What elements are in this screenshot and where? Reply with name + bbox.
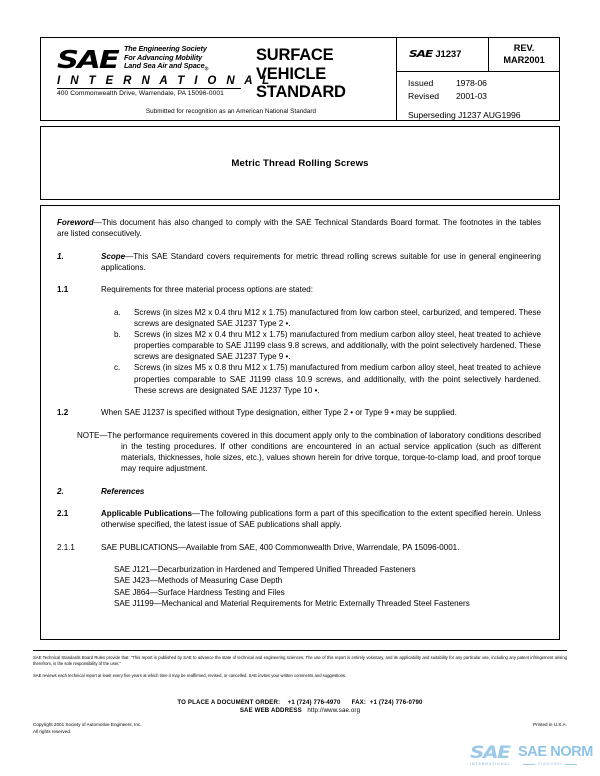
scope-body: —This SAE Standard covers requirements for metric thread rolling screws suitable for use in general engineering applications. bbox=[101, 251, 541, 272]
order-line bbox=[0, 699, 600, 707]
item-b-marker: b. bbox=[114, 330, 121, 340]
item-c-marker: c. bbox=[114, 363, 121, 373]
foreword-label: Foreword bbox=[57, 218, 94, 227]
foreword-body: —This document has also changed to comply with the SAE Technical Standards Board format. The footnotes in the tables are listed consecutively. bbox=[57, 218, 541, 239]
section-2-block bbox=[57, 486, 541, 497]
revised-value: 2001-03 bbox=[456, 90, 487, 101]
sae-mini-logo-icon: SAE bbox=[409, 49, 433, 60]
copyright-notice bbox=[33, 722, 142, 735]
document-type-title bbox=[256, 46, 346, 102]
issued-value: 1978-06 bbox=[456, 78, 487, 88]
copyright-line-1: Copyright 2001 Society of Automotive Engineers, Inc. bbox=[33, 722, 142, 727]
section-1-1-text: Requirements for three material process options are stated: bbox=[101, 285, 314, 295]
order-info bbox=[0, 699, 600, 716]
foreword-block bbox=[57, 217, 541, 239]
item-b-text: Screws (in sizes M2 x 0.4 thru M12 x 1.75) manufactured from medium carbon alloy steel, heat treated to achieve properties comparable to SAE J1199 class 9.8 screws, and additionally, with the point selectively hardened. These screws are designated SAE J1237 Type 9 •. bbox=[134, 330, 541, 362]
watermark-wordmark: SAE NORM bbox=[518, 744, 593, 760]
spacer bbox=[57, 273, 541, 285]
page-title: Metric Thread Rolling Screws bbox=[231, 157, 369, 169]
spacer bbox=[57, 396, 541, 408]
list-item: SAE J864—Surface Hardness Testing and Files bbox=[114, 587, 285, 597]
list-item bbox=[114, 329, 541, 362]
order-phone: +1 (724) 776-4970 bbox=[287, 699, 341, 706]
section-2-1-1-text bbox=[101, 542, 541, 553]
disclaimer-paragraph-2: SAE reviews each technical report at least every five years at which time it may be reaffirmed, revised, or cancelled. SAE invites your written comments and suggestions. bbox=[33, 673, 347, 679]
spacer bbox=[57, 474, 541, 486]
note-label: NOTE— bbox=[77, 430, 108, 440]
section-2-1-text bbox=[101, 508, 541, 530]
superseding-note: Superseding J1237 AUG1996 bbox=[408, 110, 521, 120]
spacer bbox=[57, 418, 541, 430]
doc-number-cell bbox=[397, 38, 488, 71]
item-a-text: Screws (in sizes M2 x 0.4 thru M12 x 1.75) manufactured from low carbon steel, carburized, and tempered. These screws are designated SAE J1237 Type 2 •. bbox=[134, 307, 541, 329]
section-2-1-1-block bbox=[57, 542, 541, 553]
note-body: The performance requirements covered in this document apply only to the combination of laboratory conditions described in the testing procedures. If other conditions are encountered in an actual service application (such as different materials, thicknesses, hole sizes, etc.), values shown herein for drive torque, torque-to-clamp load, and proof torque may require adjustment. bbox=[107, 430, 541, 474]
revision-value: MAR2001 bbox=[503, 54, 545, 65]
doc-number: J1237 bbox=[435, 49, 462, 60]
section-1-2-number: 1.2 bbox=[57, 408, 69, 418]
header-right-panel bbox=[396, 38, 559, 120]
doc-type-line-2: VEHICLE bbox=[256, 64, 327, 83]
printed-notice: Printed in U.S.A. bbox=[533, 722, 567, 727]
item-a-marker: a. bbox=[114, 307, 121, 317]
list-item bbox=[114, 362, 541, 395]
footer-divider bbox=[33, 650, 567, 651]
issued-label: Issued bbox=[408, 78, 434, 88]
list-item: SAE J1199—Mechanical and Material Requirements for Metric Externally Threaded Steel Fasteners bbox=[114, 598, 470, 608]
document-title-box bbox=[40, 126, 560, 200]
spacer bbox=[57, 530, 541, 542]
registered-mark-icon: ® bbox=[204, 66, 209, 73]
web-line bbox=[0, 707, 600, 715]
sae-logo-icon: SAE bbox=[57, 45, 118, 74]
order-label: TO PLACE A DOCUMENT ORDER: bbox=[177, 699, 281, 706]
revised-row bbox=[408, 90, 559, 103]
spacer bbox=[57, 497, 541, 509]
document-header bbox=[40, 37, 560, 121]
applicable-publications-label: Applicable Publications bbox=[101, 509, 192, 519]
scope-number: 1. bbox=[57, 251, 64, 261]
fax-number: +1 (724) 776-0790 bbox=[369, 699, 423, 706]
note-block bbox=[77, 430, 541, 474]
section-1-2-text: When SAE J1237 is specified without Type designation, either Type 2 • or Type 9 • may be supplied. bbox=[101, 408, 457, 418]
scope-text bbox=[101, 251, 541, 273]
scope-block bbox=[57, 251, 541, 273]
logo-row bbox=[57, 45, 242, 75]
watermark-international-label: INTERNATIONAL bbox=[470, 762, 511, 766]
document-body bbox=[40, 205, 560, 640]
revision-label: REV. bbox=[513, 43, 535, 53]
section-2-1-number: 2.1 bbox=[57, 509, 69, 519]
foreword-text bbox=[57, 217, 541, 239]
doc-number-row bbox=[397, 38, 559, 72]
section-2-1-body: —The following publications form a part of this specification to the extent specified herein. Unless otherwise specified, the latest issue of SAE publications shall apply. bbox=[101, 509, 541, 530]
section-1-1-number: 1.1 bbox=[57, 285, 69, 295]
tagline-line-1: The Engineering Society bbox=[123, 44, 207, 53]
spacer bbox=[57, 295, 541, 307]
sae-norm-watermark bbox=[470, 742, 593, 772]
international-wordmark: I N T E R N A T I O N A L bbox=[57, 74, 273, 87]
sae-tagline bbox=[124, 45, 208, 75]
sae-publications-label: SAE PUBLICATIONS bbox=[101, 542, 178, 552]
section-2-number: 2. bbox=[57, 486, 64, 496]
section-1-2-block bbox=[57, 407, 541, 418]
section-2-heading bbox=[101, 486, 541, 497]
section-2-1-1-number: 2.1.1 bbox=[57, 542, 75, 552]
note-text bbox=[77, 430, 541, 474]
dates-cell bbox=[397, 72, 559, 120]
sae-address: 400 Commonwealth Drive, Warrendale, PA 15096-0001 bbox=[57, 90, 224, 98]
web-label: SAE WEB ADDRESS bbox=[239, 707, 302, 715]
spacer bbox=[57, 239, 541, 251]
references-label: References bbox=[101, 486, 145, 496]
header-left-panel bbox=[41, 38, 396, 120]
footer-disclaimer bbox=[33, 655, 567, 679]
issued-row bbox=[408, 77, 559, 90]
web-url[interactable]: http://www.sae.org bbox=[307, 707, 361, 715]
fax-label: FAX: bbox=[351, 699, 367, 706]
tagline-line-3: Land Sea Air and Space$_®$ bbox=[123, 61, 209, 73]
doc-type-line-3: STANDARD bbox=[256, 83, 346, 101]
publications-list bbox=[114, 564, 541, 609]
watermark-subtitle: STANDARDS bbox=[520, 762, 580, 766]
section-1-1-block bbox=[57, 284, 541, 295]
submitted-note: Submitted for recognition as an American National Standard bbox=[145, 108, 317, 115]
list-item: SAE J423—Methods of Measuring Case Depth bbox=[114, 576, 283, 586]
section-2-1-block bbox=[57, 508, 541, 530]
doc-type-line-1: SURFACE bbox=[256, 46, 334, 64]
revised-label: Revised bbox=[408, 90, 440, 101]
section-2-1-1-body: —Available from SAE, 400 Commonwealth Drive, Warrendale, PA 15096-0001. bbox=[177, 542, 460, 552]
list-item bbox=[114, 307, 541, 329]
disclaimer-paragraph-1: SAE Technical Standards Board Rules provide that: “This report is published by SAE to advance the state of technical and engineering sciences. The use of this report is entirely voluntary, and its applicability and suitability for any particular use, including any patent infringement arising therefrom, is the sole responsibility of the user.” bbox=[33, 655, 567, 666]
sae-watermark-logo-icon: SAE bbox=[470, 743, 510, 763]
sae-logo-lockup bbox=[57, 44, 273, 98]
copyright-line-2: All rights reserved. bbox=[33, 728, 72, 734]
revision-cell bbox=[488, 38, 559, 71]
scope-label: Scope bbox=[101, 251, 126, 261]
list-item: SAE J121—Decarburization in Hardened and Tempered Unified Threaded Fasteners bbox=[114, 565, 416, 575]
tagline-line-2: For Advancing Mobility bbox=[123, 52, 203, 62]
item-c-text: Screws (in sizes M5 x 0.8 thru M12 x 1.75) manufactured from medium carbon alloy steel, heat treated to achieve properties comparable to SAE J1199 class 10.9 screws, and additionally, with the point selectively hardened. These screws are designated SAE J1237 Type 10 •. bbox=[134, 363, 541, 395]
